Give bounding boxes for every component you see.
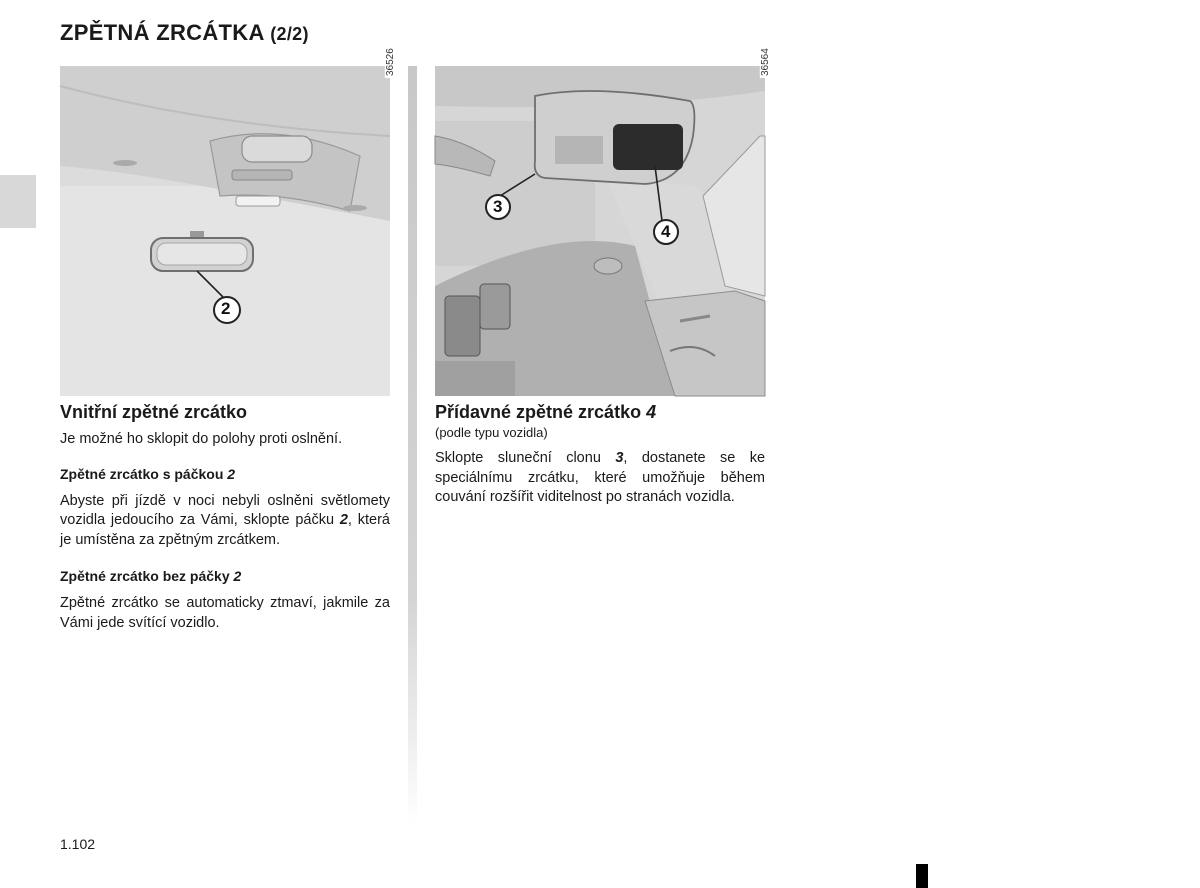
interior-mirror-section (60, 400, 390, 633)
corner-marker (916, 864, 928, 888)
callout-3: 3 (493, 197, 503, 216)
lever-mirror-heading: Zpětné zrcátko s páčkou 2 (60, 465, 236, 482)
page-number: 1.102 (60, 836, 96, 852)
figure-sun-visor-mirror (435, 48, 771, 396)
ref-mirror-4: 4 (646, 402, 657, 422)
auxiliary-mirror-section (435, 400, 765, 508)
vehicle-type-note: (podle typu vozidla) (435, 425, 548, 440)
auto-dimming-mirror-heading: Zpětné zrcátko bez páčky 2 (60, 568, 242, 584)
figure-interior-mirror (60, 48, 396, 396)
figure-code-right: 36564 (760, 48, 771, 76)
ref-lever-2-inline: 2 (339, 512, 348, 528)
callout-4: 4 (661, 222, 671, 241)
page-title-suffix: (2/2) (270, 24, 309, 44)
interior-mirror-illustration (60, 66, 390, 396)
auxiliary-mirror-text: Sklopte sluneční clonu 3, dostanete se ke speciálnímu zrcátku, které umožňuje během couvání rozšířit viditelnost po stranách vozidla. (435, 450, 766, 505)
interior-mirror-intro: Je možné ho sklopit do polohy proti oslnění. (60, 431, 343, 447)
page-title: ZPĚTNÁ ZRCÁTKA (2/2) (60, 20, 309, 45)
auto-dimming-mirror-text: Zpětné zrcátko se automaticky ztmaví, jakmile za Vámi jede svítící vozidlo. (60, 595, 390, 631)
chapter-side-tab (0, 175, 36, 228)
column-divider (408, 66, 417, 826)
auxiliary-mirror-heading: Přídavné zpětné zrcátko 4 (435, 402, 657, 422)
ref-visor-3: 3 (615, 450, 624, 466)
figure-code-left: 36526 (385, 48, 396, 76)
callout-2: 2 (221, 299, 231, 318)
interior-mirror-heading: Vnitřní zpětné zrcátko (60, 402, 248, 422)
lever-mirror-text: Abyste při jízdě v noci nebyli oslněni světlomety vozidla jedoucího za Vámi, sklopte páčku 2, která je umístěna za zpětným zrcátkem. (60, 492, 390, 548)
ref-nolever-2: 2 (233, 568, 242, 584)
sun-visor-illustration (435, 66, 765, 396)
ref-lever-2: 2 (227, 465, 236, 482)
